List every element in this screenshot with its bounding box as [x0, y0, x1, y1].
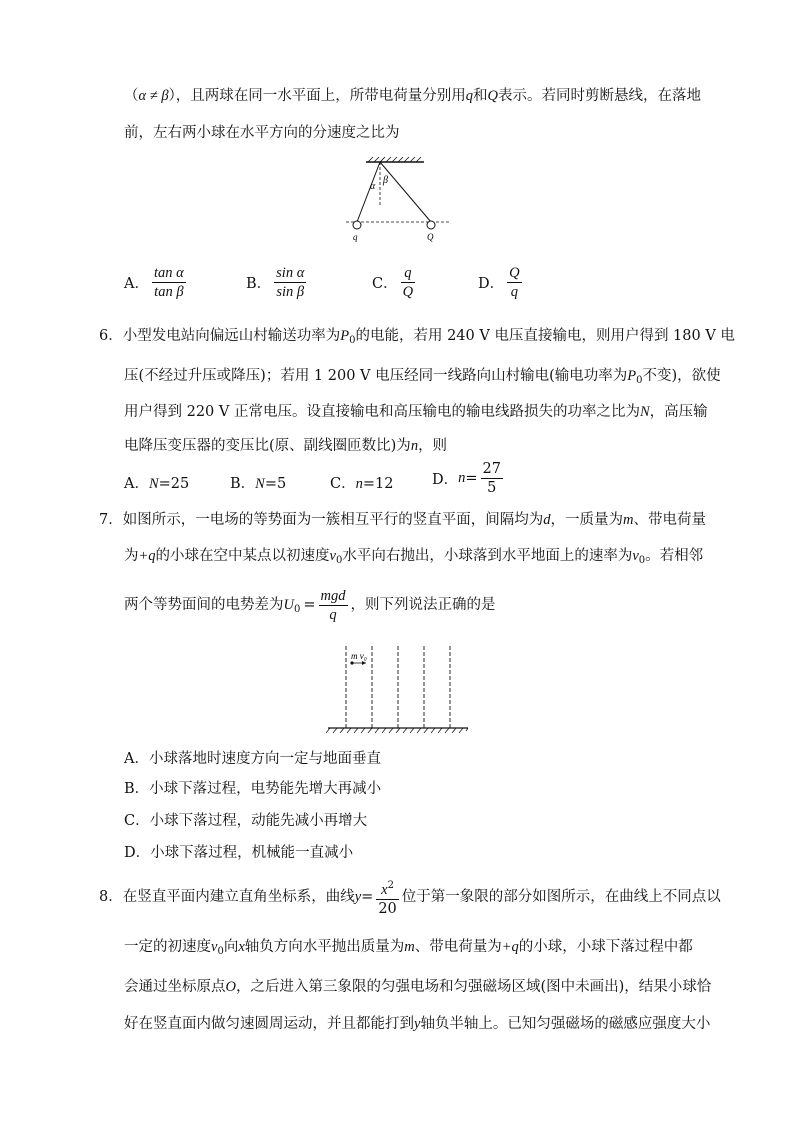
- q6-line-3: 用户得到 220 V 正常电压。设直接输电和高压输电的输电线路损失的功率之比为N，高压输: [124, 404, 708, 420]
- q6-option-b: B．N=5: [230, 476, 287, 492]
- q5-option-a: A． $\frac{\text{tan α}}{\text{tan β}}$: [124, 265, 184, 300]
- q8-line-4: 好在竖直面内做匀速圆周运动，并且都能打到y轴负半轴上。已知匀强磁场的磁感应强度大小: [124, 1016, 711, 1032]
- mv0-label: m v₀: [351, 651, 367, 661]
- q7-line-3: 两个等势面间的电势差为$U_0$ = $\frac{\text{mgd}}{q}$ ，则下列说法正确的是: [124, 587, 496, 623]
- alpha-label: α: [370, 181, 376, 192]
- q6-option-c: C．n=12: [330, 476, 394, 492]
- q5-line-1: （α ≠ β），且两球在同一水平面上，所带电荷量分别用q和Q表示。若同时剪断悬线，在落地: [124, 88, 702, 104]
- q7-option-d: D．小球下落过程，机械能一直减小: [124, 845, 354, 861]
- q5-condition: α ≠ β: [138, 88, 169, 104]
- beta-label: β: [383, 175, 388, 186]
- Q-label: Q: [427, 232, 434, 242]
- q6-option-a: A．N=25: [124, 476, 190, 492]
- q7-equipotential-figure: [322, 642, 472, 737]
- q-label: q: [353, 232, 358, 242]
- q6-line-1: 6．小型发电站向偏远山村输送功率为$P_0$的电能，若用 240 V 电压直接输电，则用户得到 180 V 电: [99, 328, 735, 346]
- q5-option-d: D． $\frac{Q}{q}$: [478, 265, 520, 300]
- q7-line-1: 7．如图所示，一电场的等势面为一簇相互平行的竖直平面，间隔均为d，一质量为m、带电荷量: [99, 512, 706, 528]
- q6-line-2: 压(不经过升压或降压)；若用 1 200 V 电压经同一线路向山村输电(输电功率为$P_0$不变)，欲使: [124, 368, 721, 386]
- q8-line-1: 8．在竖直平面内建立直角坐标系，曲线y= $\frac{x^2}{20}$ 位于第一象限的部分如图所示，在曲线上不同点以: [99, 879, 721, 917]
- q7-option-c: C．小球下落过程，动能先减小再增大: [124, 813, 368, 829]
- q8-line-2: 一定的初速度$v_0$向x轴负方向水平抛出质量为m、带电荷量为+q的小球，小球下落过程中都: [124, 939, 693, 957]
- q6-option-d: D．n= $\frac{27}{5}$: [432, 461, 501, 496]
- q6-line-4: 电降压变压器的变压比(原、副线圈匝数比)为n，则: [124, 438, 448, 454]
- q7-option-a: A．小球落地时速度方向一定与地面垂直: [124, 751, 381, 767]
- q5-option-c: C． $\frac{q}{Q}$: [372, 265, 414, 300]
- q5-option-b: B． $\frac{\text{sin α}}{\text{sin β}}$: [246, 265, 305, 300]
- q7-line-2: 为+q的小球在空中某点以初速度$v_0$水平向右抛出，小球落到水平地面上的速率为$v_0$。若相邻: [124, 548, 704, 566]
- q5-pendulum-figure: [340, 155, 460, 245]
- q5-line-2: 前，左右两小球在水平方向的分速度之比为: [124, 125, 400, 141]
- q7-option-b: B．小球下落过程，电势能先增大再减小: [124, 781, 382, 797]
- q8-line-3: 会通过坐标原点O，之后进入第三象限的匀强电场和匀强磁场区域(图中未画出)，结果小球恰: [124, 979, 712, 995]
